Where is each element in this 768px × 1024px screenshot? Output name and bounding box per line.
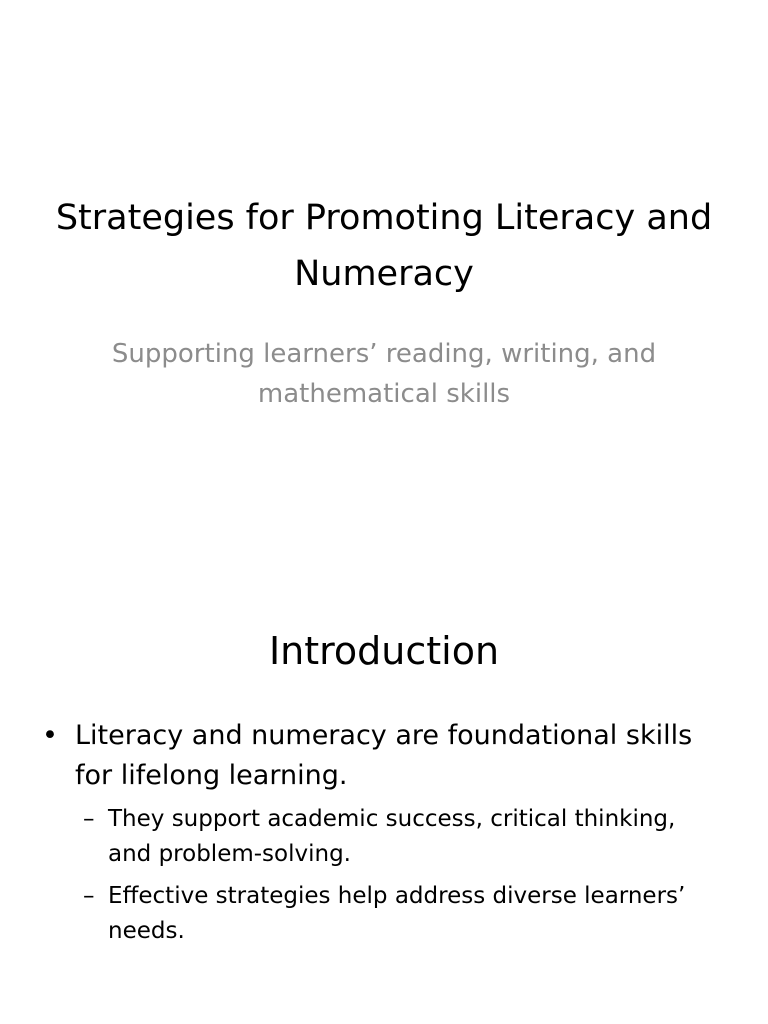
bullet-list [40,716,720,956]
sub-bullet-marker: – [83,806,95,832]
bullet-marker: • [42,720,58,751]
sub-bullet-marker: – [83,883,95,909]
bullet-item [40,716,720,796]
section-heading: Introduction [268,629,500,673]
sub-bullet-item [40,879,720,949]
sub-bullet-group [40,802,720,949]
sub-bullet-text: Effective strategies help address diverse learners’ needs. [108,883,686,944]
slide-title: Strategies for Promoting Literacy and Numeracy [55,198,713,294]
sub-bullet-item [40,802,720,872]
bullet-text: Literacy and numeracy are foundational skills for lifelong learning. [75,720,693,791]
sub-bullet-text: They support academic success, critical thinking, and problem-solving. [108,806,676,867]
slide-subtitle: Supporting learners’ reading, writing, and mathematical skills [111,339,657,409]
sub-bullet-list [40,802,720,949]
